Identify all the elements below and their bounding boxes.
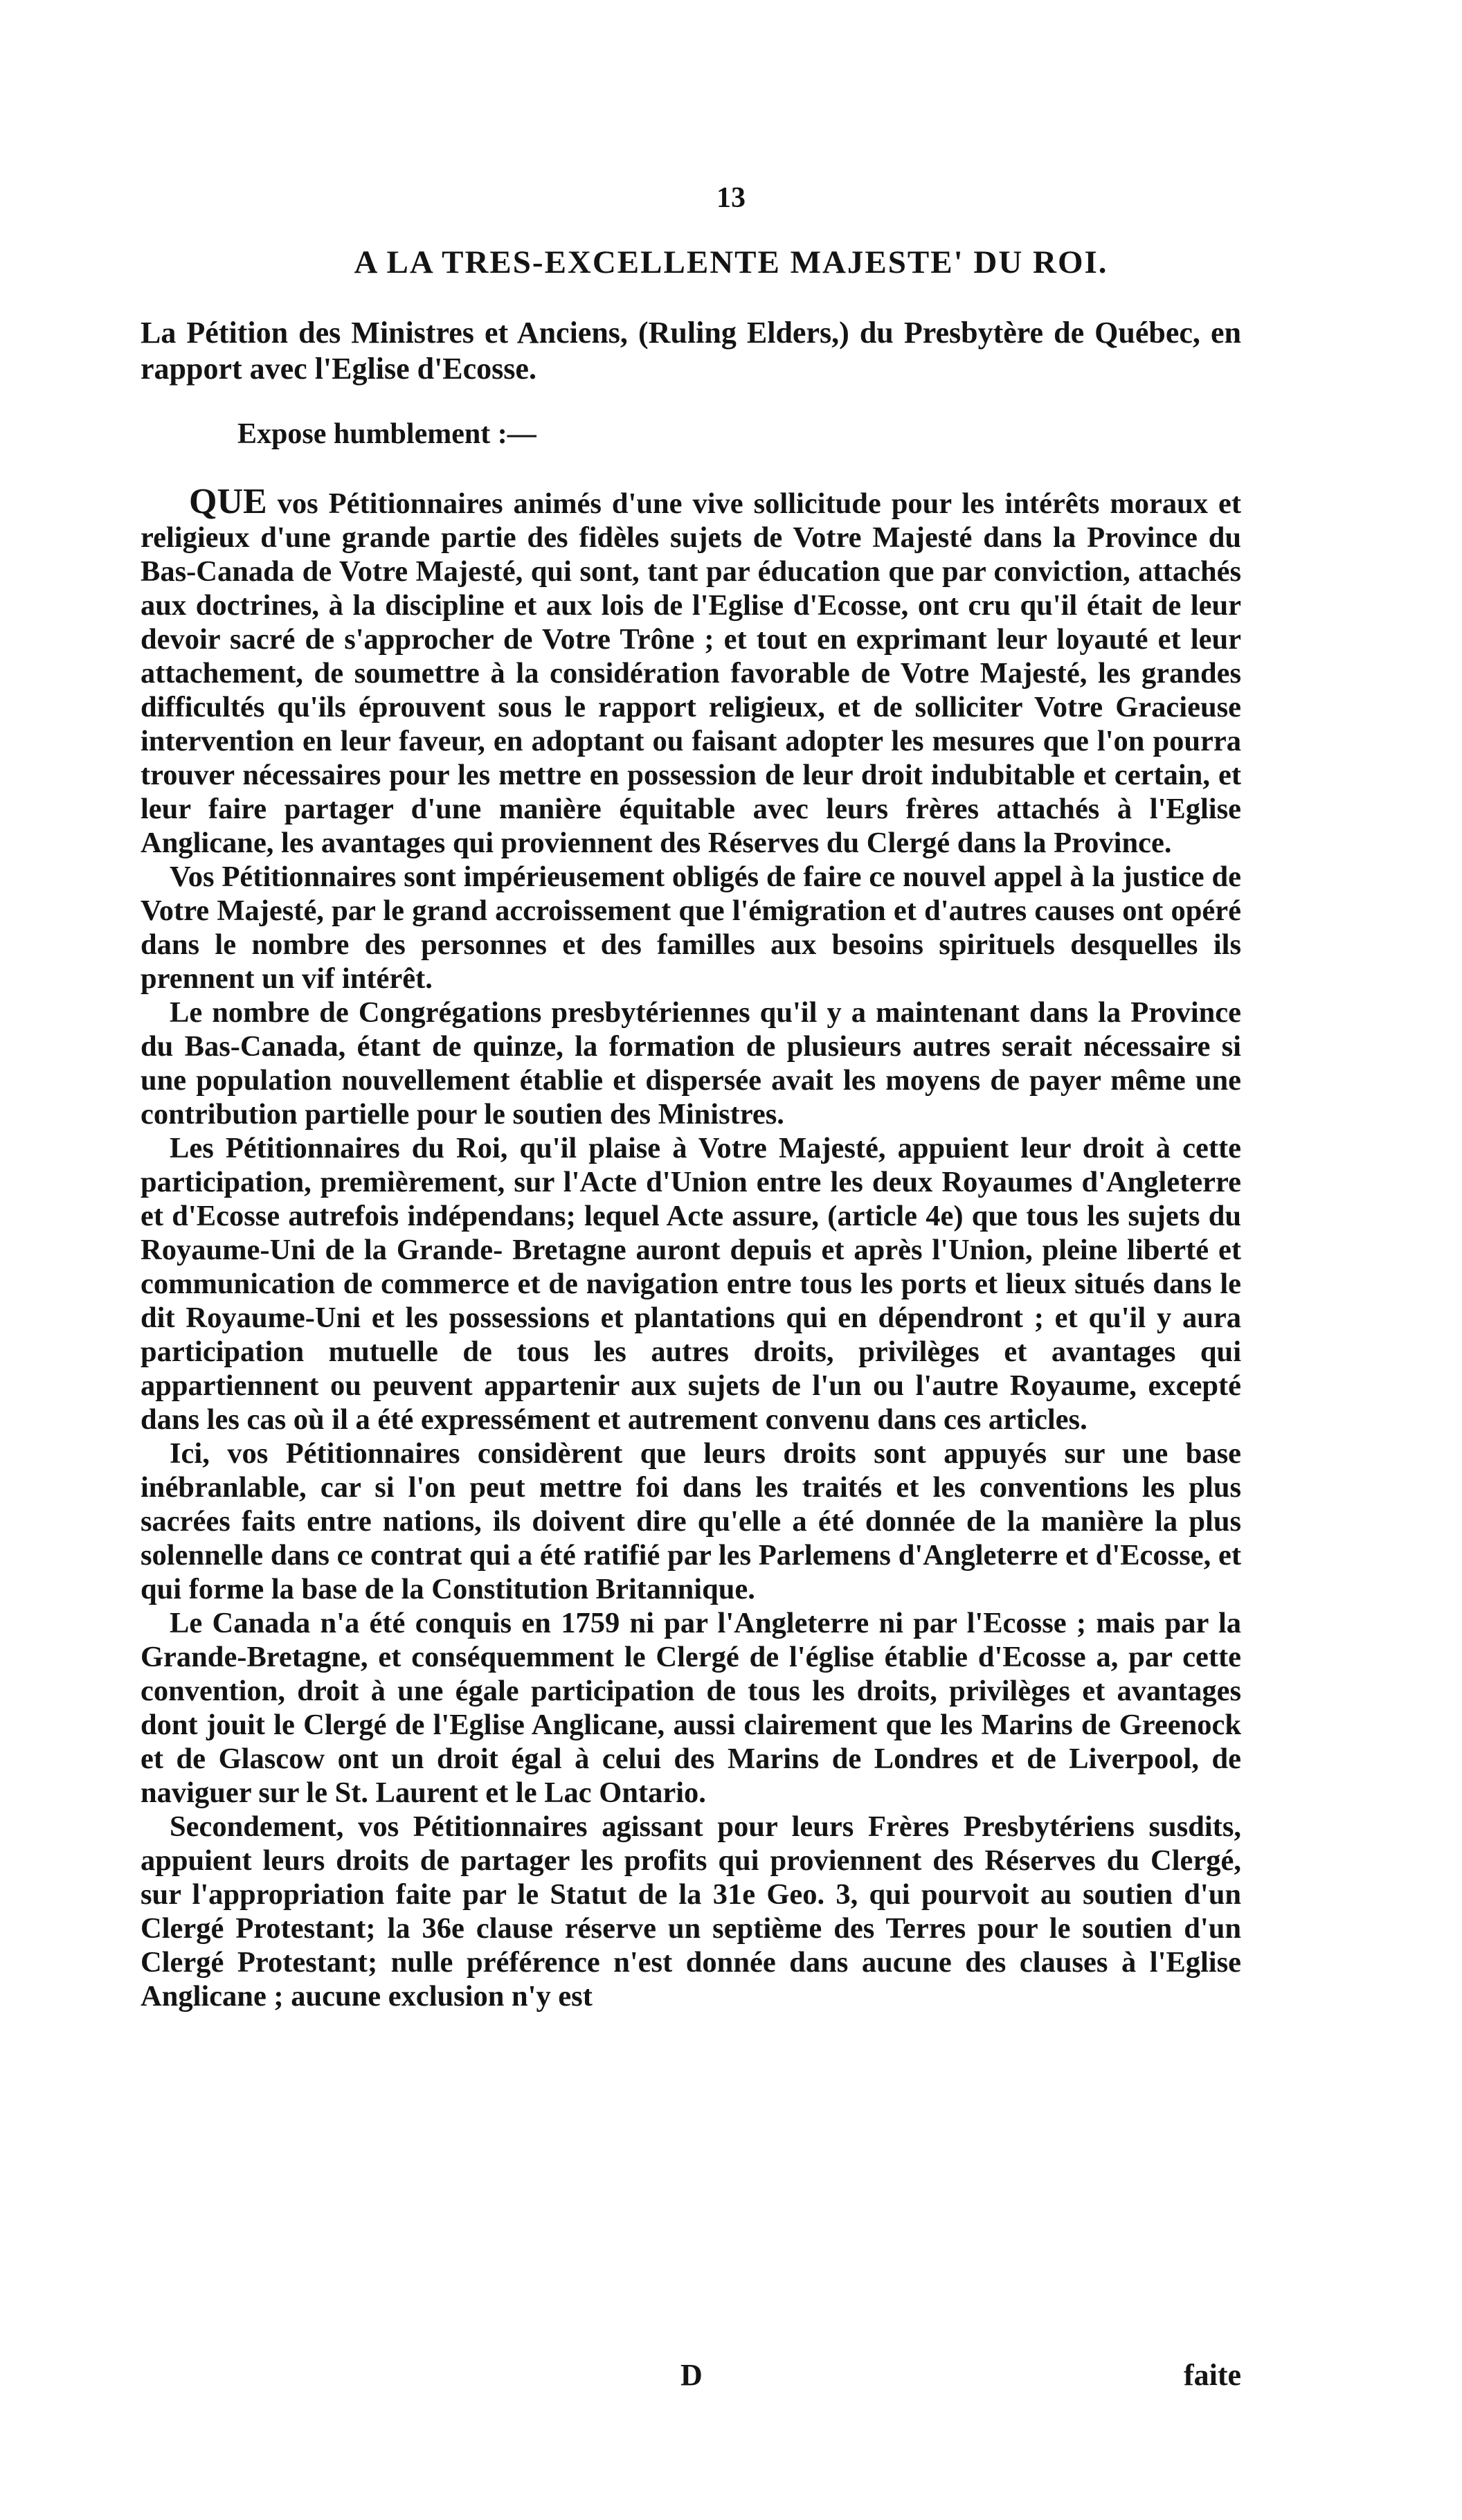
- paragraph: [141, 996, 1241, 1131]
- paragraph: [141, 482, 1241, 860]
- paragraph: [141, 860, 1241, 996]
- paragraph-lead: QUE: [189, 482, 267, 521]
- page-footer: [141, 2357, 1241, 2399]
- paragraph: [141, 1437, 1241, 1606]
- paragraph-text: Les Pétitionnaires du Roi, qu'il plaise à Votre Majesté, appuient leur droit à cette participation, premièrement, sur l'Acte d'Union entre les deux Royaumes d'Angleterre et d'Ecosse autrefois indépendans; lequel Acte assure, (article 4e) que tous les sujets du Royaume-Uni de la Grande- Bretagne auront depuis et après l'Union, pleine liberté et communication de commerce et de navigation entre tous les ports et lieux situés dans le dit Royaume-Uni et les possessions et plantations qui en dépendront ; et qu'il y aura participation mutuelle de tous les autres droits, privilèges et avantages qui appartiennent ou peuvent appartenir aux sujets de l'un ou l'autre Royaume, excepté dans les cas où il a été expressément et autrement convenu dans ces articles.: [141, 1132, 1241, 1436]
- paragraph-text: Secondement, vos Pétitionnaires agissant pour leurs Frères Presbytériens susdits, appuient leurs droits de partager les profits qui proviennent des Réserves du Clergé, sur l'appropriation faite par le Statut de la 31e Geo. 3, qui pourvoit au soutien d'un Clergé Protestant; la 36e clause réserve un septième des Terres pour le soutien d'un Clergé Protestant; nulle préférence n'est donnée dans aucune des clauses à l'Eglise Anglicane ; aucune exclusion n'y est: [141, 1810, 1241, 2013]
- paragraph: [141, 1810, 1241, 2013]
- paragraph-text: Le Canada n'a été conquis en 1759 ni par l'Angleterre ni par l'Ecosse ; mais par la Grande-Bretagne, et conséquemment le Clergé de l'église établie d'Ecosse a, par cette convention, droit à une égale participation de tous les droits, privilèges et avantages dont jouit le Clergé de l'Eglise Anglicane, aussi clairement que les Marins de Greenock et de Glascow ont un droit égal à celui des Marins de Londres et de Liverpool, de naviguer sur le St. Laurent et le Lac Ontario.: [141, 1607, 1241, 1809]
- paragraph: [141, 1131, 1241, 1437]
- petition-body: [141, 482, 1241, 2013]
- signature-mark: D: [680, 2358, 703, 2392]
- paragraph-text: Le nombre de Congrégations presbytériennes qu'il y a maintenant dans la Province du Bas-Canada, étant de quinze, la formation de plusieurs autres serait nécessaire si une population nouvellement établie et dispersée avait les moyens de payer même une contribution partielle pour le soutien des Ministres.: [141, 996, 1241, 1131]
- petition-intro: La Pétition des Ministres et Anciens, (Ruling Elders,) du Presbytère de Québec, en rapport avec l'Eglise d'Ecosse.: [141, 316, 1241, 386]
- paragraph-text: Vos Pétitionnaires sont impérieusement obligés de faire ce nouvel appel à la justice de Votre Majesté, par le grand accroissement que l'émigration et d'autres causes ont opéré dans le nombre des personnes et des familles aux besoins spirituels desquelles ils prennent un vif intérêt.: [141, 861, 1241, 995]
- page-title: A LA TRES-EXCELLENTE MAJESTE' DU ROI.: [354, 244, 1108, 280]
- paragraph-text: vos Pétitionnaires animés d'une vive sollicitude pour les intérêts moraux et religieux d'une grande partie des fidèles sujets de Votre Majesté dans la Province du Bas-Canada de Votre Majesté, qui sont, tant par éducation que par conviction, attachés aux doctrines, à la discipline et aux lois de l'Eglise d'Ecosse, ont cru qu'il était de leur devoir sacré de s'approcher de Votre Trône ; et tout en exprimant leur loyauté et leur attachement, de soumettre à la considération favorable de Votre Majesté, les grandes difficultés qu'ils éprouvent sous le rapport religieux, et de solliciter Votre Gracieuse intervention en leur faveur, en adoptant ou faisant adopter les mesures que l'on pourra trouver nécessaires pour les mettre en possession de leur droit indubitable et certain, et leur faire partager d'une manière équitable avec leurs frères attachés à l'Eglise Anglicane, les avantages qui proviennent des Réserves du Clergé dans la Province.: [141, 487, 1241, 859]
- paragraph-text: Ici, vos Pétitionnaires considèrent que leurs droits sont appuyés sur une base inébranlable, car si l'on peut mettre foi dans les traités et les conventions les plus sacrées faits entre nations, ils doivent dire qu'elle a été donnée de la manière la plus solennelle dans ce contrat qui a été ratifié par les Parlemens d'Angleterre et d'Ecosse, et qui forme la base de la Constitution Britannique.: [141, 1437, 1241, 1605]
- catchword: faite: [1183, 2358, 1241, 2392]
- expose-heading: Expose humblement :—: [237, 418, 536, 450]
- page-number: 13: [716, 182, 746, 214]
- paragraph: [141, 1606, 1241, 1810]
